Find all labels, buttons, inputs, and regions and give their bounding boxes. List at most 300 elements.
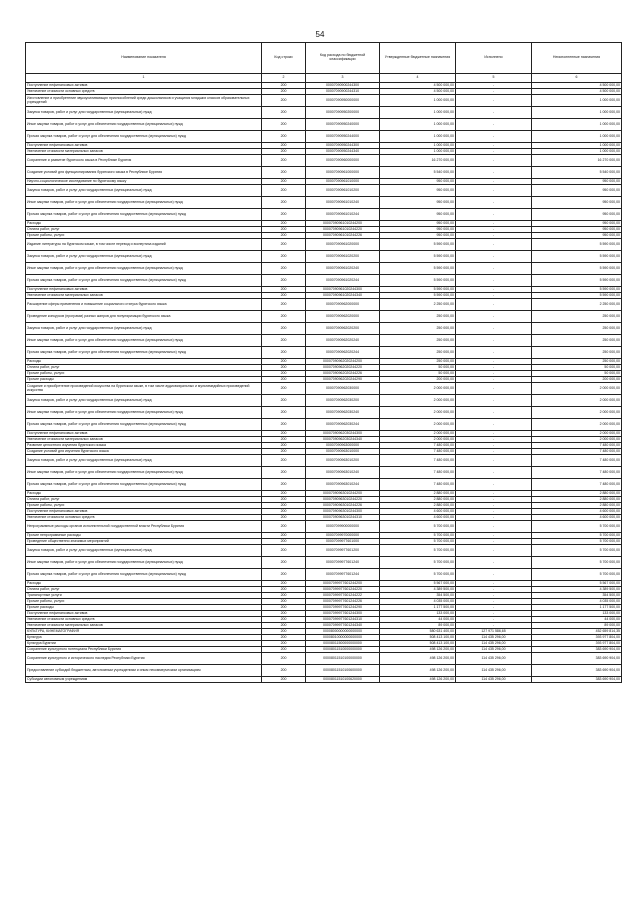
row-name: Расходы bbox=[26, 359, 262, 365]
row-approved: 5 590 000,00 bbox=[380, 251, 456, 263]
row-budget-code: 00007090950244340 bbox=[306, 149, 380, 155]
table-row bbox=[26, 107, 622, 119]
budget-execution-table bbox=[25, 42, 622, 683]
row-line-code: 200 bbox=[262, 677, 306, 683]
row-executed: - bbox=[456, 593, 532, 599]
row-executed: - bbox=[456, 107, 532, 119]
row-budget-code: 00008011510100600000 bbox=[306, 665, 380, 677]
row-unexecuted: 7 480 000,00 bbox=[532, 479, 622, 491]
row-executed: - bbox=[456, 557, 532, 569]
row-line-code: 200 bbox=[262, 275, 306, 287]
row-unexecuted: 4 600 000,00 bbox=[532, 515, 622, 521]
row-unexecuted: 950 000,00 bbox=[532, 209, 622, 221]
row-unexecuted: 5 700 000,00 bbox=[532, 557, 622, 569]
row-executed: - bbox=[456, 287, 532, 293]
row-name: Проведение общественно значимых мероприятий bbox=[26, 539, 262, 545]
row-line-code: 200 bbox=[262, 239, 306, 251]
row-budget-code: 00007090962020244220 bbox=[306, 365, 380, 371]
row-unexecuted: 1 000 000,00 bbox=[532, 95, 622, 107]
row-unexecuted: 250 000,00 bbox=[532, 335, 622, 347]
row-executed: - bbox=[456, 455, 532, 467]
row-line-code: 200 bbox=[262, 287, 306, 293]
row-approved: 7 480 000,00 bbox=[380, 443, 456, 449]
row-unexecuted: 950 000,00 bbox=[532, 197, 622, 209]
row-budget-code: 00007099900000000 bbox=[306, 521, 380, 533]
row-name: Издание литературы на бурятском языке, в том числе перевод и экспертиза изданий bbox=[26, 239, 262, 251]
row-unexecuted: 950 000,00 bbox=[532, 233, 622, 239]
row-executed: - bbox=[456, 263, 532, 275]
row-approved: 1 177 500,00 bbox=[380, 605, 456, 611]
row-executed: - bbox=[456, 509, 532, 515]
row-budget-code: 00007090963010244220 bbox=[306, 497, 380, 503]
row-unexecuted: 1 000 000,00 bbox=[532, 143, 622, 149]
row-budget-code: 00007099977601244226 bbox=[306, 599, 380, 605]
row-line-code: 200 bbox=[262, 89, 306, 95]
column-number: 2 bbox=[262, 74, 306, 83]
table-body bbox=[26, 83, 622, 683]
row-name: Расходы bbox=[26, 491, 262, 497]
row-executed: - bbox=[456, 515, 532, 521]
row-name: Увеличение стоимости основных средств bbox=[26, 617, 262, 623]
column-number-row bbox=[26, 74, 622, 83]
row-name: Предоставление субсидий бюджетным, автономным учреждениям и иным некоммерческим организациям bbox=[26, 665, 262, 677]
row-budget-code: 00007099977601240 bbox=[306, 557, 380, 569]
row-executed: - bbox=[456, 371, 532, 377]
row-line-code: 200 bbox=[262, 581, 306, 587]
table-row bbox=[26, 311, 622, 323]
row-executed: - bbox=[456, 185, 532, 197]
row-executed: - bbox=[456, 233, 532, 239]
row-line-code: 200 bbox=[262, 467, 306, 479]
row-approved: 7 480 000,00 bbox=[380, 479, 456, 491]
row-approved: 5 700 000,00 bbox=[380, 569, 456, 581]
row-unexecuted: 4 500 000,00 bbox=[532, 89, 622, 95]
row-approved: 5 590 000,00 bbox=[380, 239, 456, 251]
row-name: Прочая закупка товаров, работ и услуг для обеспечения государственных (муниципальных) нужд bbox=[26, 275, 262, 287]
table-row bbox=[26, 155, 622, 167]
row-unexecuted: 1 177 500,00 bbox=[532, 605, 622, 611]
row-budget-code: 00008011500000000000 bbox=[306, 641, 380, 647]
column-number: 4 bbox=[380, 74, 456, 83]
row-approved: 250 000,00 bbox=[380, 311, 456, 323]
row-line-code: 200 bbox=[262, 323, 306, 335]
row-line-code: 200 bbox=[262, 629, 306, 635]
row-executed: - bbox=[456, 617, 532, 623]
table-row bbox=[26, 677, 622, 683]
row-executed: - bbox=[456, 209, 532, 221]
table-row bbox=[26, 263, 622, 275]
row-approved: 1 000 000,00 bbox=[380, 107, 456, 119]
table-row bbox=[26, 95, 622, 107]
page-number: 54 bbox=[315, 30, 325, 39]
row-approved: 4 500 000,00 bbox=[380, 83, 456, 89]
row-unexecuted: 950 000,00 bbox=[532, 227, 622, 233]
row-approved: 354 500,00 bbox=[380, 593, 456, 599]
row-name: Прочая закупка товаров, работ и услуг для обеспечения государственных (муниципальных) нужд bbox=[26, 479, 262, 491]
row-approved: 16 270 000,00 bbox=[380, 155, 456, 167]
row-executed: - bbox=[456, 149, 532, 155]
row-unexecuted: 2 880 000,00 bbox=[532, 503, 622, 509]
row-line-code: 200 bbox=[262, 545, 306, 557]
row-line-code: 200 bbox=[262, 155, 306, 167]
row-line-code: 200 bbox=[262, 509, 306, 515]
row-executed: - bbox=[456, 293, 532, 299]
row-unexecuted: 1 000 000,00 bbox=[532, 149, 622, 155]
row-executed: 114 435 296,00 bbox=[456, 677, 532, 683]
table-row bbox=[26, 185, 622, 197]
row-name: Увеличение стоимости основных средств bbox=[26, 515, 262, 521]
row-budget-code: 00007090962020244226 bbox=[306, 371, 380, 377]
row-budget-code: 00007099977601200 bbox=[306, 545, 380, 557]
row-line-code: 200 bbox=[262, 587, 306, 593]
row-name: Прочая закупка товаров, работ и услуг для обеспечения государственных (муниципальных) нужд bbox=[26, 569, 262, 581]
row-name: Увеличение стоимости материальных запасов bbox=[26, 623, 262, 629]
row-approved: 498 126 200,00 bbox=[380, 647, 456, 653]
row-approved: 1 000 000,00 bbox=[380, 143, 456, 149]
row-unexecuted: 5 700 000,00 bbox=[532, 545, 622, 557]
row-budget-code: 00007090963010244 bbox=[306, 479, 380, 491]
row-executed: - bbox=[456, 467, 532, 479]
row-approved: 4 600 000,00 bbox=[380, 515, 456, 521]
row-budget-code: 00007090961020200 bbox=[306, 251, 380, 263]
row-approved: 5 590 000,00 bbox=[380, 293, 456, 299]
row-name: Иные закупки товаров, работ и услуг для обеспечения государственных (муниципальных) нужд bbox=[26, 407, 262, 419]
row-approved: 4 389 500,00 bbox=[380, 587, 456, 593]
row-executed: - bbox=[456, 587, 532, 593]
row-name: Субсидии автономным учреждениям bbox=[26, 677, 262, 683]
row-approved: 5 567 000,00 bbox=[380, 581, 456, 587]
row-unexecuted: 5 700 000,00 bbox=[532, 539, 622, 545]
table-row bbox=[26, 479, 622, 491]
row-budget-code: 00007099977601244220 bbox=[306, 587, 380, 593]
row-name: Сохранение культурного и исторического наследия Республики Бурятия bbox=[26, 653, 262, 665]
table-row bbox=[26, 455, 622, 467]
row-approved: 5 590 000,00 bbox=[380, 287, 456, 293]
row-executed: 127 971 586,65 bbox=[456, 629, 532, 635]
row-line-code: 200 bbox=[262, 95, 306, 107]
row-name: Прочая закупка товаров, работ и услуг для обеспечения государственных (муниципальных) нужд bbox=[26, 209, 262, 221]
row-approved: 7 480 000,00 bbox=[380, 467, 456, 479]
row-line-code: 200 bbox=[262, 299, 306, 311]
row-name: Закупка товаров, работ и услуг для государственных (муниципальных) нужд bbox=[26, 455, 262, 467]
row-budget-code: 00007090962030200 bbox=[306, 395, 380, 407]
row-name: Увеличение стоимости материальных запасов bbox=[26, 293, 262, 299]
row-budget-code: 00007090962030244300 bbox=[306, 431, 380, 437]
row-name: Проведение конкурсов (программ) разных жанров для популяризации бурятского языка bbox=[26, 311, 262, 323]
row-executed: - bbox=[456, 119, 532, 131]
row-approved: 5 590 000,00 bbox=[380, 263, 456, 275]
row-executed: - bbox=[456, 347, 532, 359]
row-name: Поступление нефинансовых активов bbox=[26, 431, 262, 437]
row-approved: 5 700 000,00 bbox=[380, 533, 456, 539]
row-name: Создание условий для функционирования бурятского языка в Республике Бурятия bbox=[26, 167, 262, 179]
table-row bbox=[26, 275, 622, 287]
row-approved: 2 000 000,00 bbox=[380, 395, 456, 407]
row-budget-code: 00007090962020000 bbox=[306, 311, 380, 323]
row-line-code: 200 bbox=[262, 617, 306, 623]
row-executed: - bbox=[456, 407, 532, 419]
table-row bbox=[26, 395, 622, 407]
row-line-code: 200 bbox=[262, 311, 306, 323]
row-line-code: 200 bbox=[262, 209, 306, 221]
row-name: Прочие работы, услуги bbox=[26, 233, 262, 239]
row-unexecuted: 5 567 000,00 bbox=[532, 581, 622, 587]
row-line-code: 200 bbox=[262, 221, 306, 227]
row-approved: 5 700 000,00 bbox=[380, 545, 456, 557]
row-approved: 5 540 000,00 bbox=[380, 167, 456, 179]
row-budget-code: 00007090961010244 bbox=[306, 209, 380, 221]
row-budget-code: 00007090961020000 bbox=[306, 239, 380, 251]
row-executed: - bbox=[456, 83, 532, 89]
row-budget-code: 00007090962020240 bbox=[306, 335, 380, 347]
row-unexecuted: 1 000 000,00 bbox=[532, 119, 622, 131]
row-budget-code: 00007090962030244 bbox=[306, 419, 380, 431]
row-unexecuted: 7 480 000,00 bbox=[532, 449, 622, 455]
row-budget-code: 00007099977601000 bbox=[306, 539, 380, 545]
row-budget-code: 00007099977601244340 bbox=[306, 623, 380, 629]
row-approved: 498 126 200,00 bbox=[380, 665, 456, 677]
row-executed: - bbox=[456, 437, 532, 443]
row-line-code: 200 bbox=[262, 119, 306, 131]
row-unexecuted: 393 977 804,00 bbox=[532, 635, 622, 641]
row-name: Закупка товаров, работ и услуг для государственных (муниципальных) нужд bbox=[26, 107, 262, 119]
row-approved: 498 126 200,00 bbox=[380, 677, 456, 683]
row-unexecuted: 2 000 000,00 bbox=[532, 383, 622, 395]
row-budget-code: 00007090962020244 bbox=[306, 347, 380, 359]
row-unexecuted: 2 000 000,00 bbox=[532, 395, 622, 407]
header-indicator-name: Наименование показателя bbox=[26, 43, 262, 74]
header-approved: Утвержденные бюджетные назначения bbox=[380, 43, 456, 74]
table-row bbox=[26, 167, 622, 179]
row-name: Расширение сферы применения и повышение социального статуса бурятского языка bbox=[26, 299, 262, 311]
row-executed: - bbox=[456, 377, 532, 383]
row-executed: - bbox=[456, 197, 532, 209]
row-name: Поступление нефинансовых активов bbox=[26, 509, 262, 515]
row-approved: 200 000,00 bbox=[380, 377, 456, 383]
row-unexecuted: 2 880 000,00 bbox=[532, 491, 622, 497]
row-line-code: 200 bbox=[262, 383, 306, 395]
row-approved: 7 480 000,00 bbox=[380, 449, 456, 455]
table-row bbox=[26, 407, 622, 419]
row-unexecuted: 5 590 000,00 bbox=[532, 251, 622, 263]
row-budget-code: 00007099977601244 bbox=[306, 569, 380, 581]
row-executed: - bbox=[456, 521, 532, 533]
row-unexecuted: 950 000,00 bbox=[532, 221, 622, 227]
row-name: Закупка товаров, работ и услуг для государственных (муниципальных) нужд bbox=[26, 251, 262, 263]
row-line-code: 200 bbox=[262, 479, 306, 491]
table-row bbox=[26, 521, 622, 533]
row-name: Прочие расходы bbox=[26, 377, 262, 383]
row-approved: 250 000,00 bbox=[380, 347, 456, 359]
row-unexecuted: 250 000,00 bbox=[532, 359, 622, 365]
row-name: Прочая закупка товаров, работ и услуг для обеспечения государственных (муниципальных) нужд bbox=[26, 131, 262, 143]
row-unexecuted: 5 590 000,00 bbox=[532, 263, 622, 275]
table-row bbox=[26, 557, 622, 569]
row-executed: - bbox=[456, 155, 532, 167]
row-line-code: 200 bbox=[262, 371, 306, 377]
row-approved: 2 000 000,00 bbox=[380, 437, 456, 443]
row-unexecuted: 5 700 000,00 bbox=[532, 533, 622, 539]
row-executed: - bbox=[456, 443, 532, 449]
row-line-code: 200 bbox=[262, 593, 306, 599]
row-unexecuted: 5 540 000,00 bbox=[532, 167, 622, 179]
row-budget-code: 00007090962020244290 bbox=[306, 377, 380, 383]
row-name: Оплата работ, услуг bbox=[26, 365, 262, 371]
row-budget-code: 00007090961010244200 bbox=[306, 221, 380, 227]
row-executed: - bbox=[456, 365, 532, 371]
row-executed: - bbox=[456, 581, 532, 587]
row-approved: 44 000,00 bbox=[380, 617, 456, 623]
row-executed: - bbox=[456, 359, 532, 365]
row-name: Иные закупки товаров, работ и услуг для обеспечения государственных (муниципальных) нужд bbox=[26, 335, 262, 347]
row-budget-code: 00007090950244000 bbox=[306, 131, 380, 143]
row-approved: 5 700 000,00 bbox=[380, 557, 456, 569]
row-name: Сохранение культурного потенциала Республики Бурятия bbox=[26, 647, 262, 653]
row-budget-code: 00007090963010244300 bbox=[306, 509, 380, 515]
column-number: 1 bbox=[26, 74, 262, 83]
row-executed: - bbox=[456, 323, 532, 335]
row-name: Поступление нефинансовых активов bbox=[26, 611, 262, 617]
row-name: Закупка товаров, работ и услуг для государственных (муниципальных) нужд bbox=[26, 395, 262, 407]
row-budget-code: 00007090963010200 bbox=[306, 455, 380, 467]
row-unexecuted: 7 480 000,00 bbox=[532, 443, 622, 449]
table-row bbox=[26, 419, 622, 431]
row-executed: - bbox=[456, 599, 532, 605]
row-line-code: 200 bbox=[262, 395, 306, 407]
row-name: Иные закупки товаров, работ и услуг для обеспечения государственных (муниципальных) нужд bbox=[26, 119, 262, 131]
row-name: Расходы bbox=[26, 581, 262, 587]
row-executed: - bbox=[456, 449, 532, 455]
row-executed: - bbox=[456, 143, 532, 149]
row-approved: 950 000,00 bbox=[380, 221, 456, 227]
row-budget-code: 00007090962030000 bbox=[306, 383, 380, 395]
row-name: Прочие работы, услуги bbox=[26, 599, 262, 605]
row-name: Иные закупки товаров, работ и услуг для обеспечения государственных (муниципальных) нужд bbox=[26, 263, 262, 275]
row-line-code: 200 bbox=[262, 491, 306, 497]
row-approved: 508 413 100,00 bbox=[380, 635, 456, 641]
row-executed: - bbox=[456, 89, 532, 95]
row-name: Транспортные услуги bbox=[26, 593, 262, 599]
row-name: Прочие работы, услуги bbox=[26, 371, 262, 377]
row-line-code: 200 bbox=[262, 623, 306, 629]
row-executed: 114 435 296,00 bbox=[456, 653, 532, 665]
row-line-code: 200 bbox=[262, 539, 306, 545]
row-unexecuted: 2 000 000,00 bbox=[532, 419, 622, 431]
row-unexecuted: 133 000,00 bbox=[532, 611, 622, 617]
row-budget-code: 00008000000000000000 bbox=[306, 629, 380, 635]
row-line-code: 200 bbox=[262, 605, 306, 611]
row-approved: 950 000,00 bbox=[380, 227, 456, 233]
row-executed: - bbox=[456, 479, 532, 491]
row-budget-code: 00008011510100620000 bbox=[306, 677, 380, 683]
row-name: Прочие непрограммные расходы bbox=[26, 533, 262, 539]
row-line-code: 200 bbox=[262, 443, 306, 449]
row-line-code: 200 bbox=[262, 149, 306, 155]
row-approved: 7 480 000,00 bbox=[380, 455, 456, 467]
row-budget-code: 00007090961020244340 bbox=[306, 293, 380, 299]
header-unexecuted: Неисполненные назначения bbox=[532, 43, 622, 74]
row-line-code: 200 bbox=[262, 407, 306, 419]
row-budget-code: 00007090963010244226 bbox=[306, 503, 380, 509]
row-budget-code: 00007099970000000 bbox=[306, 533, 380, 539]
row-line-code: 200 bbox=[262, 419, 306, 431]
row-line-code: 200 bbox=[262, 365, 306, 371]
row-executed: 114 435 296,00 bbox=[456, 647, 532, 653]
row-name: Прочая закупка товаров, работ и услуг для обеспечения государственных (муниципальных) нужд bbox=[26, 347, 262, 359]
row-unexecuted: 200 000,00 bbox=[532, 377, 622, 383]
row-budget-code: 00007090961010240 bbox=[306, 197, 380, 209]
row-name: Сохранение и развитие бурятского языка в Республике Бурятия bbox=[26, 155, 262, 167]
row-approved: 950 000,00 bbox=[380, 185, 456, 197]
row-executed: - bbox=[456, 167, 532, 179]
row-line-code: 200 bbox=[262, 455, 306, 467]
row-approved: 508 413 100,00 bbox=[380, 641, 456, 647]
row-executed: - bbox=[456, 251, 532, 263]
row-unexecuted: 5 590 000,00 bbox=[532, 287, 622, 293]
row-name: Создание и приобретение произведений искусства на бурятском языке, в том числе аудиовизуальных и мультимедийных произведений искусства bbox=[26, 383, 262, 395]
row-executed: - bbox=[456, 419, 532, 431]
row-line-code: 200 bbox=[262, 179, 306, 185]
row-budget-code: 00007090963000000 bbox=[306, 443, 380, 449]
row-unexecuted: 250 000,00 bbox=[532, 347, 622, 359]
row-unexecuted: 4 035 000,00 bbox=[532, 599, 622, 605]
row-budget-code: 00007090961020240 bbox=[306, 263, 380, 275]
table-row bbox=[26, 383, 622, 395]
row-approved: 2 000 000,00 bbox=[380, 383, 456, 395]
table-row bbox=[26, 251, 622, 263]
row-name: Культура Бурятии bbox=[26, 641, 262, 647]
row-approved: 2 000 000,00 bbox=[380, 407, 456, 419]
row-unexecuted: 5 590 000,00 bbox=[532, 275, 622, 287]
row-unexecuted: 5 590 000,00 bbox=[532, 293, 622, 299]
row-unexecuted: 2 000 000,00 bbox=[532, 407, 622, 419]
table-row bbox=[26, 131, 622, 143]
row-executed: - bbox=[456, 95, 532, 107]
row-executed: 114 435 296,00 bbox=[456, 635, 532, 641]
row-line-code: 200 bbox=[262, 233, 306, 239]
row-approved: 950 000,00 bbox=[380, 209, 456, 221]
row-unexecuted: 7 480 000,00 bbox=[532, 467, 622, 479]
table-row bbox=[26, 347, 622, 359]
table-row bbox=[26, 467, 622, 479]
row-budget-code: 00007090961000000 bbox=[306, 167, 380, 179]
row-executed: - bbox=[456, 431, 532, 437]
row-approved: 1 000 000,00 bbox=[380, 119, 456, 131]
row-approved: 5 700 000,00 bbox=[380, 521, 456, 533]
row-unexecuted: 383 690 904,00 bbox=[532, 665, 622, 677]
row-budget-code: 00007090950240000 bbox=[306, 119, 380, 131]
row-approved: 89 000,00 bbox=[380, 623, 456, 629]
table-row bbox=[26, 197, 622, 209]
row-approved: 950 000,00 bbox=[380, 179, 456, 185]
row-name: Поступление нефинансовых активов bbox=[26, 287, 262, 293]
row-executed: - bbox=[456, 335, 532, 347]
row-unexecuted: 50 000,00 bbox=[532, 365, 622, 371]
row-approved: 2 250 000,00 bbox=[380, 299, 456, 311]
row-budget-code: 00007090950200000 bbox=[306, 107, 380, 119]
row-unexecuted: 250 000,00 bbox=[532, 311, 622, 323]
row-line-code: 200 bbox=[262, 521, 306, 533]
table-header-row bbox=[26, 43, 622, 74]
table-row bbox=[26, 665, 622, 677]
row-budget-code: 00007090963010240 bbox=[306, 467, 380, 479]
row-executed: - bbox=[456, 539, 532, 545]
row-budget-code: 00007090900244300 bbox=[306, 83, 380, 89]
row-line-code: 200 bbox=[262, 185, 306, 197]
row-line-code: 200 bbox=[262, 503, 306, 509]
row-budget-code: 00007099977601244300 bbox=[306, 611, 380, 617]
row-budget-code: 00007090962030244340 bbox=[306, 437, 380, 443]
